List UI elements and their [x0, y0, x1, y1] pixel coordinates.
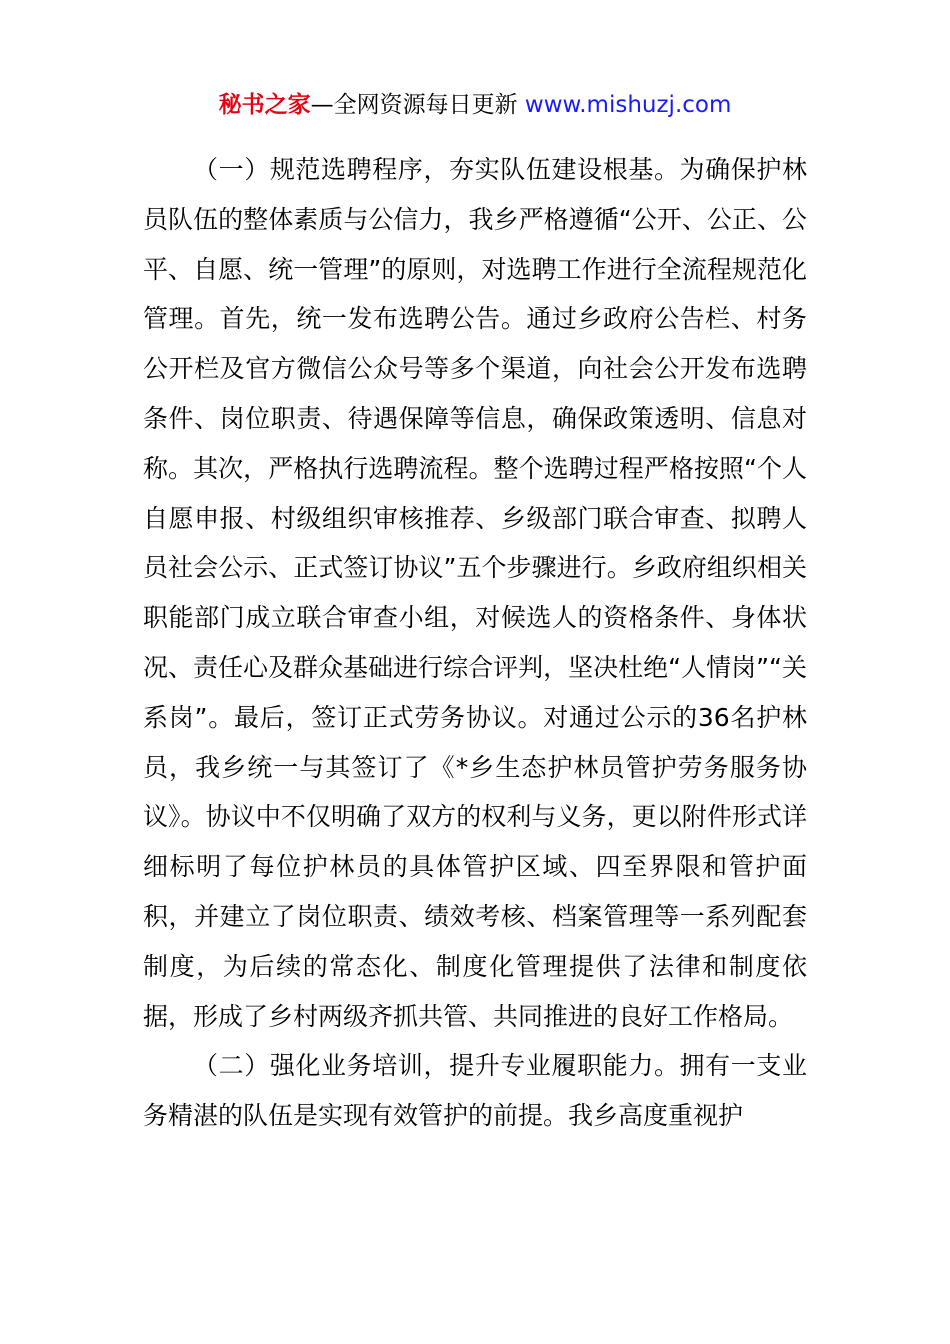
page-header [0, 88, 950, 122]
paragraph-1: （一）规范选聘程序，夯实队伍建设根基。为确保护林员队伍的整体素质与公信力，我乡严格遵循“公开、公正、公平、自愿、统一管理”的原则，对选聘工作进行全流程规范化管理。首先，统一发布选聘公告。通过乡政府公告栏、村务公开栏及官方微信公众号等多个渠道，向社会公开发布选聘条件、岗位职责、待遇保障等信息，确保政策透明、信息对称。其次，严格执行选聘流程。整个选聘过程严格按照“个人自愿申报、村级组织审核推荐、乡级部门联合审查、拟聘人员社会公示、正式签订协议”五个步骤进行。乡政府组织相关职能部门成立联合审查小组，对候选人的资格条件、身体状况、责任心及群众基础进行综合评判，坚决杜绝“人情岗”“关系岗”。最后，签订正式劳务协议。对通过公示的36名护林员，我乡统一与其签订了《*乡生态护林员管护劳务服务协议》。协议中不仅明确了双方的权利与义务，更以附件形式详细标明了每位护林员的具体管护区域、四至界限和管护面积，并建立了岗位职责、绩效考核、档案管理等一系列配套制度，为后续的常态化、制度化管理提供了法律和制度依据，形成了乡村两级齐抓共管、共同推进的良好工作格局。 [143, 155, 807, 1031]
document-body [143, 145, 807, 1141]
paragraph-2: （二）强化业务培训，提升专业履职能力。拥有一支业务精湛的队伍是实现有效管护的前提。我乡高度重视护 [143, 1051, 807, 1131]
site-url-link[interactable]: www.mishuzj.com [524, 92, 732, 118]
brand-name: 秘书之家 [218, 92, 311, 118]
header-tagline: —全网资源每日更新 [310, 92, 525, 118]
